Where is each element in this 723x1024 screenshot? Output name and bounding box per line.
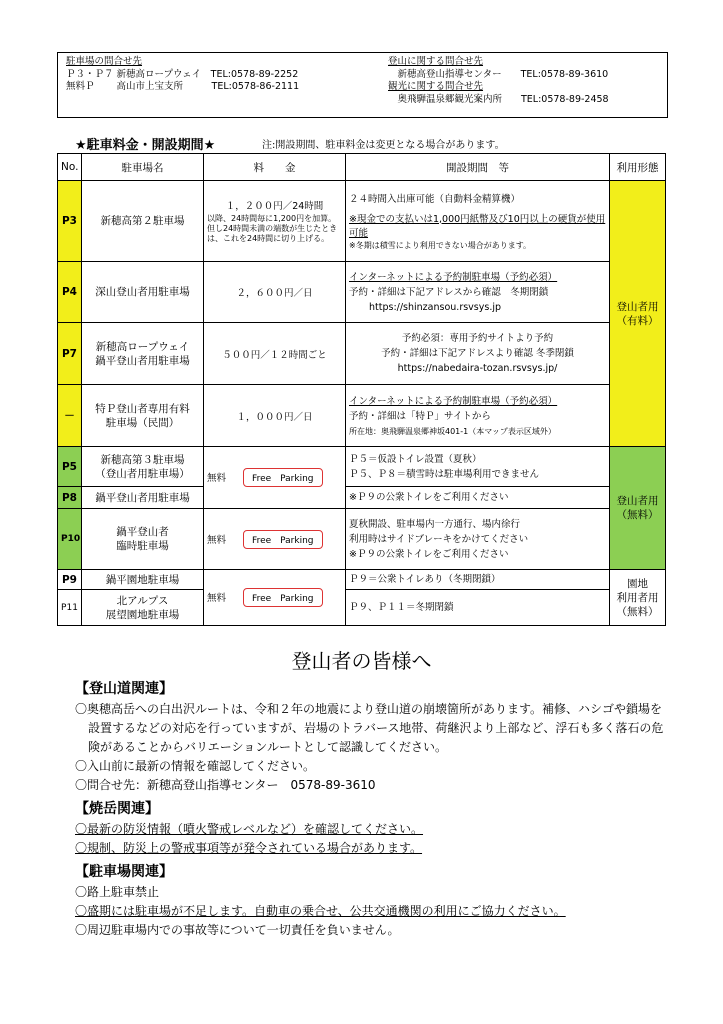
fee-section-note: 注:開設期間、駐車料金は変更となる場合があります。 <box>262 140 505 151</box>
usage-park-line3: （無料） <box>616 605 659 618</box>
row-period <box>346 570 610 590</box>
parking-contact-heading: 駐車場の問合せ先 <box>66 56 143 67</box>
row-number: P5 <box>58 447 82 487</box>
table-row <box>58 570 666 590</box>
name-line: 鍋平登山者用駐車場 <box>95 491 190 504</box>
parking-notice: 〇盛期には駐車場が不足します。自動車の乗合せ、公共交通機関の利用にご協力ください。 <box>75 904 566 918</box>
fee-value: １，２００円／24時間 <box>225 200 324 212</box>
free-parking-badge: Free Parking <box>243 530 322 549</box>
period-line: Ｐ９、Ｐ１１＝冬期閉鎖 <box>349 602 454 613</box>
period-line: 予約必須：専用予約サイトより予約 <box>401 333 554 344</box>
period-line: https://shinzansou.rsvsys.jp <box>369 301 502 313</box>
table-row <box>58 181 666 262</box>
table-row <box>58 509 666 570</box>
row-fee <box>204 570 346 626</box>
period-line: Ｐ９＝公衆トイレあり（冬期閉鎖） <box>349 574 501 585</box>
header-fee: 料 金 <box>204 154 346 181</box>
name-line: 新穂高第２駐車場 <box>100 215 185 227</box>
row-number: P4 <box>58 262 82 323</box>
row-name <box>82 509 204 570</box>
table-row <box>58 385 666 447</box>
row-period <box>346 509 610 570</box>
period-line: Ｐ５、Ｐ８＝積雪時は駐車場利用できません <box>349 468 540 480</box>
name-line: 深山登山者用駐車場 <box>95 286 190 298</box>
row-name <box>82 590 204 626</box>
row-number: － <box>58 385 82 447</box>
row-name <box>82 570 204 590</box>
name-line: 駐車場（民間） <box>105 416 180 429</box>
period-line: 夏秋開設、駐車場内一方通行、場内徐行 <box>349 518 521 530</box>
parking-notice: 〇路上駐車禁止 <box>75 885 160 899</box>
period-line: インターネットによる予約制駐車場（予約必須） <box>349 396 558 407</box>
row-period <box>346 181 610 262</box>
usage-free-line1: 登山者用 <box>616 495 659 507</box>
usage-free-line2: （無料） <box>616 509 659 521</box>
name-line: 新穂高第３駐車場 <box>100 453 185 466</box>
header-usage: 利用形態 <box>610 154 666 181</box>
row-period <box>346 323 610 385</box>
period-line: 利用時はサイドブレーキをかけてください <box>349 533 529 545</box>
row-fee: ２，６００円／日 <box>204 262 346 323</box>
climbing-guidance-center: 新穂高登山指導センター TEL:0578-89-3610 <box>388 68 609 80</box>
fee-free-label: 無料 <box>207 593 227 604</box>
period-line: ※Ｐ９の公衆トイレをご利用ください <box>349 492 509 503</box>
row-number: P3 <box>58 181 82 262</box>
name-line: 鍋平登山者用駐車場 <box>95 354 190 367</box>
usage-park-line1: 園地 <box>627 577 648 590</box>
name-line: 鍋平園地駐車場 <box>105 573 180 586</box>
header-no: No. <box>58 154 82 181</box>
trail-notice: 〇入山前に最新の情報を確認してください。 <box>75 759 316 773</box>
usage-park-line2: 利用者用 <box>616 591 659 604</box>
period-line: https://nabedaira-tozan.rsvsys.jp/ <box>397 363 558 374</box>
yakedake-notice: 〇規制、防災上の警戒事項等が発令されている場合があります。 <box>75 841 423 855</box>
name-line: 鍋平登山者 <box>116 526 169 538</box>
row-number: P10 <box>58 509 82 570</box>
row-name <box>82 487 204 509</box>
table-row <box>58 447 666 487</box>
tourism-information-office: 奥飛騨温泉郷観光案内所 TEL:0578-89-2458 <box>388 93 609 105</box>
trail-heading: 【登山道関連】 <box>75 681 173 697</box>
table-row <box>58 262 666 323</box>
free-parking-badge: Free Parking <box>243 468 322 487</box>
name-line: （登山者用駐車場） <box>95 467 190 480</box>
name-line: 臨時駐車場 <box>116 540 169 552</box>
row-fee <box>204 181 346 262</box>
parking-contact-city: 無料Ｐ 高山市上宝支所 TEL:0578-86-2111 <box>66 81 300 92</box>
period-line: 予約・詳細は下記アドレスより確認 冬季閉鎖 <box>381 348 574 359</box>
contact-box <box>57 52 668 118</box>
row-period <box>346 487 610 509</box>
row-period <box>346 262 610 323</box>
usage-free <box>610 447 666 570</box>
table-row <box>58 323 666 385</box>
mountain-contacts <box>388 56 609 106</box>
row-name <box>82 181 204 262</box>
header-name: 駐車場名 <box>82 154 204 181</box>
notice-title: 登山者の皆様へ <box>291 649 432 673</box>
period-line: ※現金での支払いは1,000円紙幣及び10円以上の硬貨が使用可能 <box>349 213 606 239</box>
name-line: 北アルプス <box>116 594 169 607</box>
name-line: 特Ｐ登山者専用有料 <box>95 402 190 415</box>
row-period <box>346 447 610 487</box>
row-fee <box>204 509 346 570</box>
parking-table <box>57 153 666 626</box>
fee-section-title: ★駐車料金・開設期間★ <box>75 138 216 153</box>
tourism-contact-heading: 観光に関する問合せ先 <box>388 81 484 92</box>
period-line: 所在地：奥飛騨温泉郷神坂401-1（本マップ表示区域外） <box>349 427 556 436</box>
usage-park <box>610 570 666 626</box>
row-name <box>82 447 204 487</box>
usage-paid-line1: 登山者用 <box>616 300 659 313</box>
parking-heading: 【駐車場関連】 <box>75 864 173 880</box>
table-row <box>58 487 666 509</box>
trail-contact: 〇問合せ先：新穂高登山指導センター 0578-89-3610 <box>75 778 376 792</box>
notices <box>75 675 665 940</box>
parking-contact-ropeway: Ｐ３・Ｐ７ 新穂高ロープウェイ TEL:0578-89-2252 <box>66 68 299 80</box>
row-period <box>346 385 610 447</box>
period-line: ※Ｐ９の公衆トイレをご利用ください <box>349 548 509 560</box>
period-line: インターネットによる予約制駐車場（予約必須） <box>349 271 558 283</box>
period-line: 予約・詳細は下記アドレスから確認 冬期閉鎖 <box>349 286 549 298</box>
table-header-row <box>58 154 666 181</box>
name-line: 新穂高ロープウェイ <box>95 340 190 353</box>
climbing-contact-heading: 登山に関する問合せ先 <box>388 56 484 67</box>
name-line: 展望園地駐車場 <box>105 608 180 621</box>
usage-paid-line2: （有料） <box>616 314 659 327</box>
row-period <box>346 590 610 626</box>
row-fee: １，０００円／日 <box>204 385 346 447</box>
row-name <box>82 262 204 323</box>
row-number: P9 <box>58 570 82 590</box>
trail-notice: 〇奥穂高岳への白出沢ルートは、令和２年の地震により登山道の崩壊箇所があります。補修、ハシゴや鎖場を設置するなどの対応を行っていますが、岩場のトラバース地帯、荷継沢より上部など、浮石も多く落石の危険があることからバリエーションルートとして認識してください。 <box>75 702 664 754</box>
period-line: ２４時間入出庫可能（自動料金精算機） <box>349 193 521 205</box>
parking-contacts <box>66 56 299 94</box>
row-number: P8 <box>58 487 82 509</box>
yakedake-notice: 〇最新の防災情報（噴火警戒レベルなど）を確認してください。 <box>75 822 424 836</box>
period-line: Ｐ５＝仮設トイレ設置（夏秋） <box>349 453 482 465</box>
row-fee <box>204 447 346 509</box>
period-line: ※冬期は積雪により利用できない場合があります。 <box>349 240 532 250</box>
fee-free-label: 無料 <box>207 473 227 484</box>
row-number: P11 <box>58 590 82 626</box>
header-period: 開設期間 等 <box>346 154 610 181</box>
fee-note: 以降、24時間毎に1,200円を加算。但し24時間未満の端数が生じたときは、これを24時間に切り上げる。 <box>207 213 338 243</box>
parking-notice: 〇周辺駐車場内での事故等について一切責任を負いません。 <box>75 923 400 937</box>
fee-free-label: 無料 <box>207 534 227 546</box>
yakedake-heading: 【焼岳関連】 <box>75 801 159 817</box>
table-row <box>58 590 666 626</box>
usage-paid <box>610 181 666 447</box>
row-fee: ５００円／１２時間ごと <box>204 323 346 385</box>
row-number: P7 <box>58 323 82 385</box>
free-parking-badge: Free Parking <box>243 588 322 607</box>
period-line: 予約・詳細は「特Ｐ」サイトから <box>349 411 491 422</box>
row-name <box>82 323 204 385</box>
row-name <box>82 385 204 447</box>
